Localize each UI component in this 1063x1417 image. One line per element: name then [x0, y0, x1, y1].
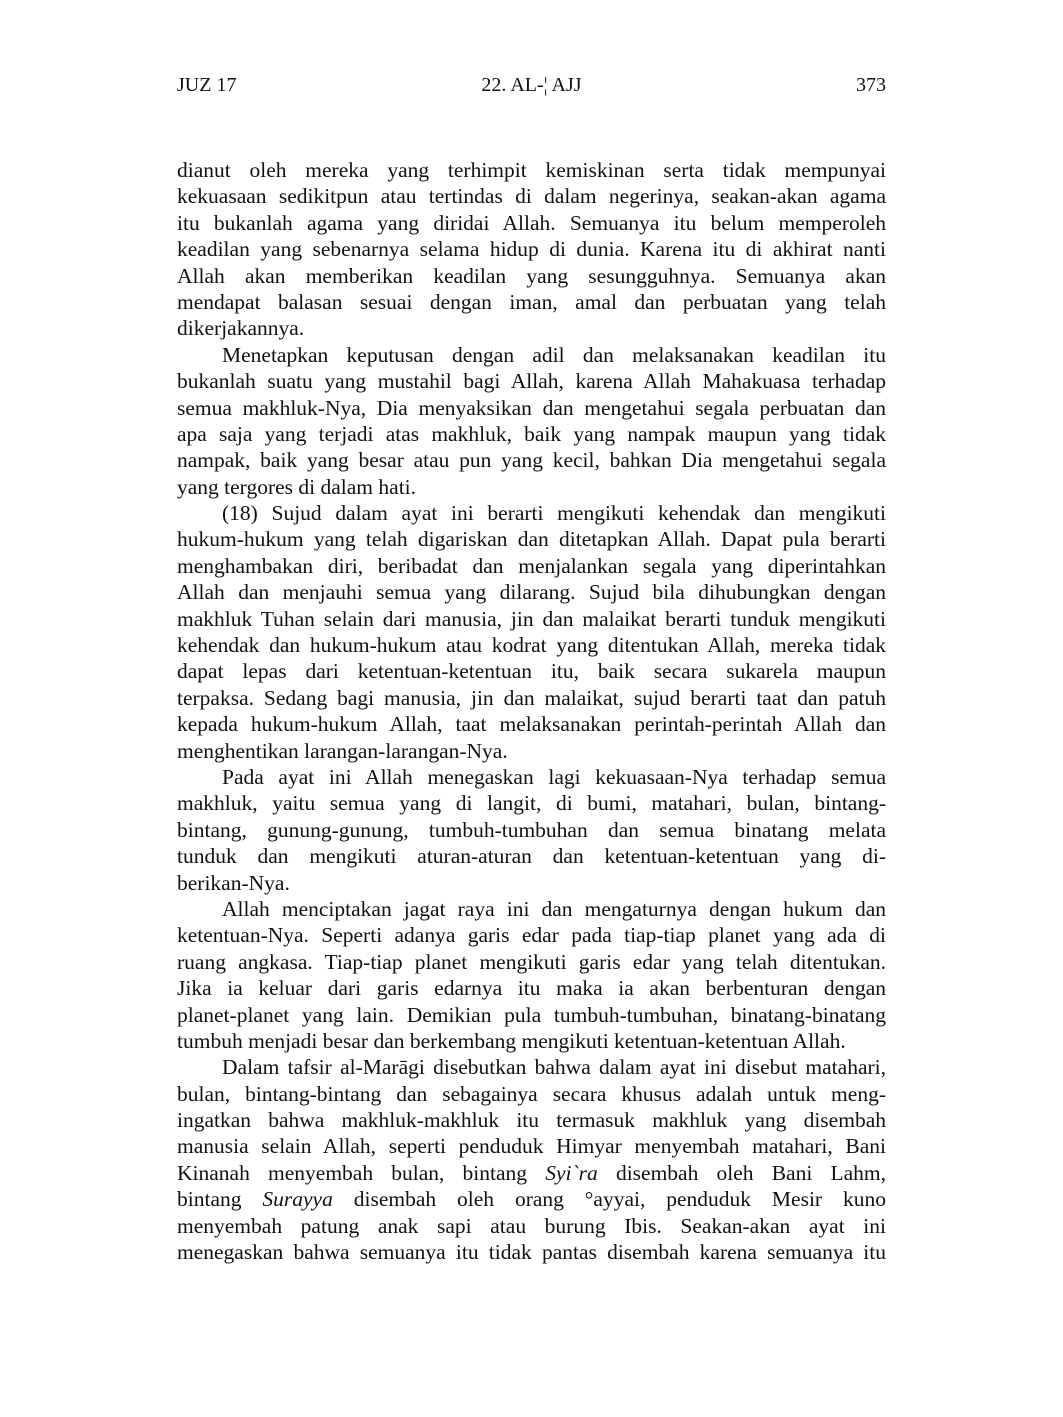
text-line: makhluk, yaitu semua yang di langit, di bumi, matahari, bulan, bintang-: [177, 791, 886, 816]
text-line: planet-planet yang lain. Demikian pula tumbuh-tumbuhan, binatang-binatang: [177, 1002, 886, 1027]
text-line: dikerjakannya.: [177, 316, 305, 341]
text-line: ingatkan bahwa makhluk-makhluk itu termasuk makhluk yang disembah: [177, 1108, 886, 1133]
body-text: [177, 157, 886, 1265]
text-line: berikan-Nya.: [177, 870, 290, 895]
text-line: dapat lepas dari ketentuan-ketentuan itu, baik secara sukarela maupun: [177, 659, 886, 684]
text-line: kehendak dan hukum-hukum atau kodrat yang ditentukan Allah, mereka tidak: [177, 633, 886, 658]
header-juz: JUZ 17: [177, 74, 237, 96]
text-line: apa saja yang terjadi atas makhluk, baik yang nampak maupun yang tidak: [177, 421, 886, 446]
text-line: mendapat balasan sesuai dengan iman, amal dan perbuatan yang telah: [177, 289, 886, 314]
text-line: nampak, baik yang besar atau pun yang kecil, bahkan Dia mengetahui segala: [177, 448, 886, 473]
text-line: Menetapkan keputusan dengan adil dan melaksanakan keadilan itu: [222, 342, 886, 367]
text-line: dianut oleh mereka yang terhimpit kemiskinan serta tidak mempunyai: [177, 158, 886, 182]
paragraph: [177, 157, 886, 342]
text-line: (18) Sujud dalam ayat ini berarti mengikuti kehendak dan mengikuti: [222, 501, 886, 526]
text-line: Kinanah menyembah bulan, bintang Syi`ra disembah oleh Bani Lahm,: [177, 1160, 887, 1185]
paragraph: [177, 500, 886, 764]
text-line: itu bukanlah agama yang diridai Allah. Semuanya itu belum memperoleh: [177, 210, 886, 235]
text-line: yang tergores di dalam hati.: [177, 474, 417, 499]
text-line: bukanlah suatu yang mustahil bagi Allah, karena Allah Mahakuasa terhadap: [177, 369, 886, 394]
text-line: Allah dan menjauhi semua yang dilarang. Sujud bila dihubungkan dengan: [177, 580, 886, 605]
text-line: ruang angkasa. Tiap-tiap planet mengikuti garis edar yang telah ditentukan.: [177, 949, 886, 974]
text-line: Jika ia keluar dari garis edarnya itu maka ia akan berbenturan dengan: [177, 976, 886, 1001]
text-line: kepada hukum-hukum Allah, taat melaksanakan perintah-perintah Allah dan: [177, 712, 886, 737]
running-header: [177, 74, 886, 102]
text-line: semua makhluk-Nya, Dia menyaksikan dan mengetahui segala perbuatan dan: [177, 395, 886, 420]
text-line: tumbuh menjadi besar dan berkembang mengikuti ketentuan-ketentuan Allah.: [177, 1028, 846, 1053]
paragraph: [177, 342, 886, 500]
text-line: tunduk dan mengikuti aturan-aturan dan ketentuan-ketentuan yang di-: [177, 844, 886, 869]
paragraph: [177, 1054, 886, 1265]
text-line: Pada ayat ini Allah menegaskan lagi kekuasaan-Nya terhadap semua: [222, 764, 886, 789]
text-line: ketentuan-Nya. Seperti adanya garis edar pada tiap-tiap planet yang ada di: [177, 923, 886, 948]
text-line: Allah akan memberikan keadilan yang sesungguhnya. Semuanya akan: [177, 263, 886, 288]
text-line: manusia selain Allah, seperti penduduk Himyar menyembah matahari, Bani: [177, 1134, 886, 1159]
text-line: menghentikan larangan-larangan-Nya.: [177, 738, 508, 763]
text-line: menegaskan bahwa semuanya itu tidak pantas disembah karena semuanya itu: [177, 1240, 886, 1265]
text-line: Allah menciptakan jagat raya ini dan mengaturnya dengan hukum dan: [222, 896, 886, 921]
text-line: terpaksa. Sedang bagi manusia, jin dan malaikat, sujud berarti taat dan patuh: [177, 685, 886, 710]
text-line: bulan, bintang-bintang dan sebagainya secara khusus adalah untuk meng-: [177, 1081, 886, 1106]
text-line: keadilan yang sebenarnya selama hidup di dunia. Karena itu di akhirat nanti: [177, 237, 886, 262]
text-line: bintang, gunung-gunung, tumbuh-tumbuhan dan semua binatang melata: [177, 817, 886, 842]
text-line: makhluk Tuhan selain dari manusia, jin dan malaikat berarti tunduk mengikuti: [177, 606, 886, 631]
page-number: 373: [856, 74, 886, 96]
text-line: bintang Surayya disembah oleh orang °ayyai, penduduk Mesir kuno: [177, 1187, 886, 1212]
paragraph: [177, 764, 886, 896]
text-line: menghambakan diri, beribadat dan menjalankan segala yang diperintahkan: [177, 553, 886, 578]
header-surah: 22. AL-¦ AJJ: [481, 74, 582, 96]
text-line: hukum-hukum yang telah digariskan dan ditetapkan Allah. Dapat pula berarti: [177, 527, 886, 552]
paragraph: [177, 896, 886, 1054]
text-line: kekuasaan sedikitpun atau tertindas di dalam negerinya, seakan-akan agama: [177, 184, 886, 209]
text-line: Dalam tafsir al-Marāgi disebutkan bahwa dalam ayat ini disebut matahari,: [222, 1055, 886, 1080]
text-line: menyembah patung anak sapi atau burung Ibis. Seakan-akan ayat ini: [177, 1213, 886, 1238]
